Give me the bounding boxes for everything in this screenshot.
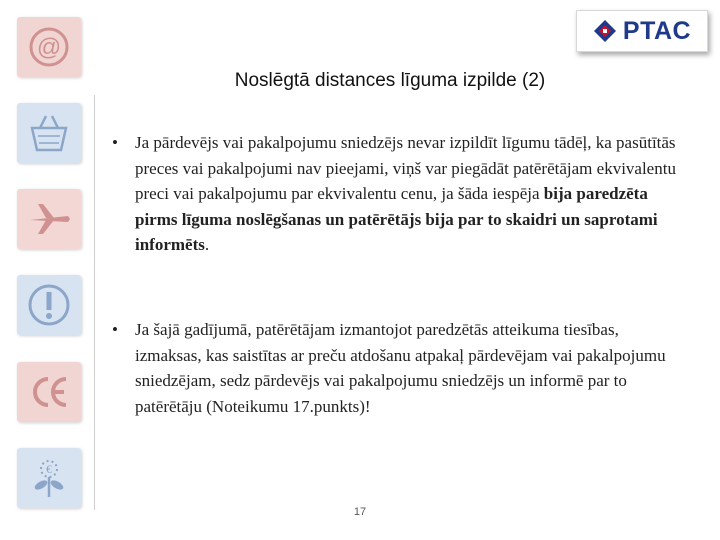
svg-text:€: € <box>46 462 52 476</box>
slide-title: Noslēgtā distances līguma izpilde (2) <box>234 70 546 91</box>
airplane-icon <box>17 189 81 249</box>
decorative-sidebar <box>0 0 100 540</box>
bullet-text <box>135 130 682 258</box>
exclamation-icon <box>17 275 81 335</box>
bullet-text-bold-segment: bija paredzēta pirms līguma noslēgšanas un patērētājs bija par to skaidri un saprotami informēts <box>135 184 658 254</box>
bullet-text-segment: . <box>204 235 210 254</box>
eu-flower-icon <box>17 448 81 508</box>
ptac-diamond-icon <box>593 19 617 43</box>
svg-text:@: @ <box>36 34 62 61</box>
bullet-text-segment: Ja pārdevējs vai pakalpojumu sniedzējs nevar izpildīt līgumu tādēļ, ka pasūtītās preces vai pakalpojumi nav pieejami, viņš var piegādāt patērētājam ekvivalentu preci vai pakalpojumu par ekvivalentu cenu, ja šāda iespēja <box>135 133 676 203</box>
ce-mark-icon <box>17 362 81 422</box>
shopping-basket-icon <box>17 103 81 163</box>
bullet-text <box>135 317 682 419</box>
page-number: 17 <box>353 506 367 518</box>
at-sign-icon <box>17 17 81 77</box>
bullet-marker: • <box>112 320 118 339</box>
logo-text: PTAC <box>622 16 692 45</box>
sidebar-divider <box>94 95 95 510</box>
bullet-item <box>112 130 682 258</box>
bullet-marker: • <box>112 133 118 152</box>
bullet-item <box>112 317 682 419</box>
ptac-logo <box>576 10 708 52</box>
bullet-text-segment: Ja šajā gadījumā, patērētājam izmantojot paredzētās atteikuma tiesības, izmaksas, kas saistītas ar preču atdošanu atpakaļ pārdevējam vai pakalpojumu sniedzējam, sedz pārdevējs vai pakalpojumu sniedzējs un informē par to patērētāju (Noteikumu 17.punkts)! <box>135 320 666 416</box>
